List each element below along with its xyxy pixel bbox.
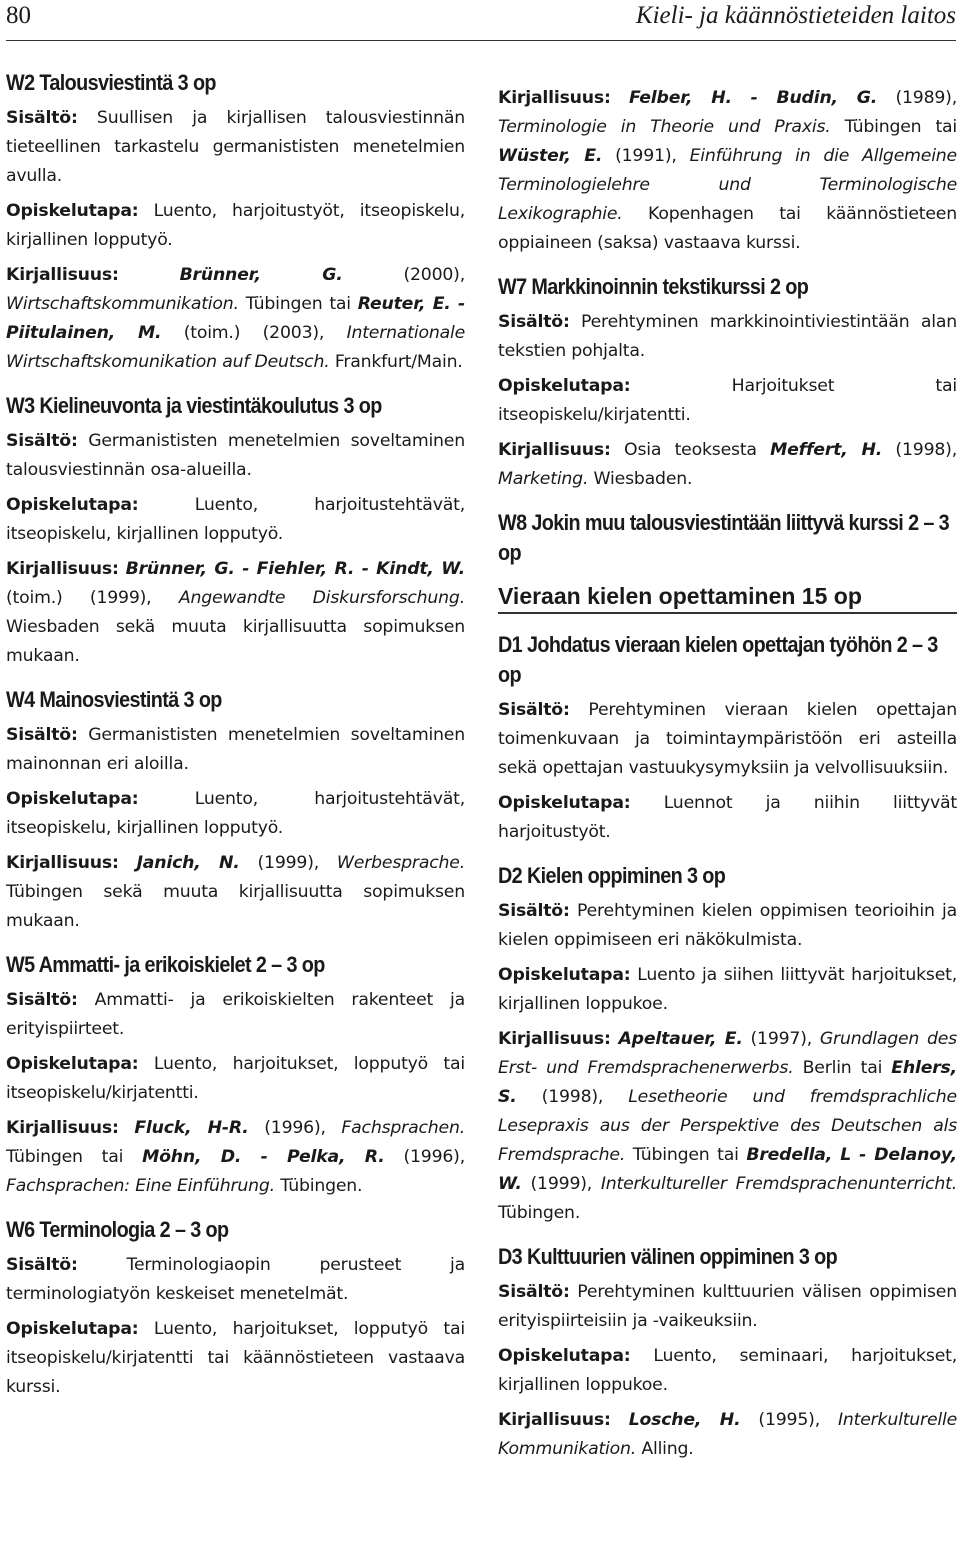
lit-text: Tübingen tai bbox=[238, 294, 358, 314]
lit-text: Kopenhagen tai käännöstieteen oppiaineen (saksa) vastaava kurssi. bbox=[498, 204, 957, 253]
content-text: Perehtyminen kulttuurien välisen oppimisen erityispiirteisiin ja -vaikeuksiin. bbox=[498, 1282, 957, 1331]
literature-paragraph bbox=[498, 436, 957, 494]
page-header bbox=[6, 0, 956, 41]
literature-label: Kirjallisuus: bbox=[498, 88, 611, 108]
method-paragraph bbox=[498, 789, 957, 847]
content-paragraph bbox=[6, 104, 465, 191]
method-text: Harjoitukset tai itseopiskelu/kirjatentti. bbox=[498, 376, 957, 425]
course-title: W4 Mainosviestintä 3 op bbox=[6, 687, 222, 712]
content-label: Sisältö: bbox=[498, 1282, 570, 1302]
lit-text: (1998), bbox=[882, 440, 957, 460]
lit-text: Tübingen. bbox=[498, 1203, 581, 1223]
author: Fluck, H-R. bbox=[134, 1118, 249, 1138]
lit-text: (1989), bbox=[877, 88, 958, 108]
author: Bredella, L - Delanoy, W. bbox=[498, 1145, 957, 1194]
lit-text: (1996), bbox=[248, 1118, 342, 1138]
author: Brünner, G. bbox=[179, 265, 343, 285]
course-title: W3 Kielineuvonta ja viestintäkoulutus 3 op bbox=[6, 393, 382, 418]
course-d1 bbox=[498, 630, 957, 847]
author: Apeltauer, E. bbox=[618, 1029, 743, 1049]
book-title: Terminologie in Theorie und Praxis. bbox=[498, 117, 831, 137]
method-paragraph bbox=[6, 197, 465, 255]
book-title: Lesetheorie und fremdsprachliche Lesepraxis aus der Perspektive des Deutschen als Fremdsprache. bbox=[498, 1087, 957, 1165]
course-w8 bbox=[498, 508, 957, 568]
content-paragraph bbox=[6, 721, 465, 779]
author: Möhn, D. - Pelka, R. bbox=[142, 1147, 385, 1167]
literature-paragraph bbox=[6, 555, 465, 671]
author: Losche, H. bbox=[628, 1410, 741, 1430]
content-paragraph bbox=[6, 986, 465, 1044]
method-label: Opiskelutapa: bbox=[6, 495, 139, 515]
method-paragraph bbox=[498, 961, 957, 1019]
method-paragraph bbox=[498, 1342, 957, 1400]
book-title: Interkulturelle Kommunikation. bbox=[498, 1410, 958, 1459]
book-title: Einführung in die Allgemeine Terminologielehre und Terminologische Lexikographie. bbox=[498, 146, 957, 224]
lit-text: (1997), bbox=[742, 1029, 820, 1049]
course-w6-continued bbox=[498, 84, 957, 258]
course-title: D3 Kulttuurien välinen oppiminen 3 op bbox=[498, 1244, 838, 1269]
author: Meffert, H. bbox=[770, 440, 883, 460]
literature-label: Kirjallisuus: bbox=[6, 1118, 119, 1138]
method-paragraph bbox=[6, 1050, 465, 1108]
method-label: Opiskelutapa: bbox=[6, 1054, 139, 1074]
content-text: Suullisen ja kirjallisen talousviestinnän tieteellinen tarkastelu germanististen menetelmien avulla. bbox=[6, 108, 465, 186]
course-title: D2 Kielen oppiminen 3 op bbox=[498, 863, 726, 888]
course-w7 bbox=[498, 272, 957, 494]
course-title: W7 Markkinoinnin tekstikurssi 2 op bbox=[498, 274, 809, 299]
content-text: Germanististen menetelmien soveltaminen talousviestinnän osa-alueilla. bbox=[6, 431, 465, 480]
course-d3 bbox=[498, 1242, 957, 1464]
book-title: Fachsprachen. bbox=[341, 1118, 466, 1138]
page-number: 80 bbox=[6, 2, 31, 29]
method-label: Opiskelutapa: bbox=[6, 789, 139, 809]
content-paragraph bbox=[498, 897, 957, 955]
content-label: Sisältö: bbox=[6, 108, 78, 128]
lit-text: (toim.) (2003), bbox=[161, 323, 347, 343]
course-title: W6 Terminologia 2 – 3 op bbox=[6, 1217, 229, 1242]
running-head: Kieli- ja käännöstieteiden laitos bbox=[635, 2, 956, 29]
literature-label: Kirjallisuus: bbox=[6, 559, 119, 579]
literature-label: Kirjallisuus: bbox=[6, 265, 119, 285]
book-title: Interkultureller Fremdsprachenunterricht. bbox=[600, 1174, 957, 1194]
book-title: Angewandte Diskursforschung. bbox=[178, 588, 465, 608]
content-paragraph bbox=[498, 1278, 957, 1336]
lit-text: (1991), bbox=[602, 146, 690, 166]
method-label: Opiskelutapa: bbox=[498, 1346, 631, 1366]
author: Ehlers, S. bbox=[498, 1058, 957, 1107]
method-label: Opiskelutapa: bbox=[6, 1319, 139, 1339]
lit-text: (1998), bbox=[516, 1087, 629, 1107]
book-title: Marketing. bbox=[498, 469, 589, 489]
method-label: Opiskelutapa: bbox=[498, 965, 631, 985]
left-column bbox=[6, 68, 465, 1416]
method-text: Luento, harjoitukset, lopputyö tai itseopiskelu/kirjatentti tai käännöstieteen vastaava kurssi. bbox=[6, 1319, 465, 1397]
content-paragraph bbox=[6, 427, 465, 485]
section-title: Vieraan kielen opettaminen 15 op bbox=[498, 582, 957, 614]
right-column bbox=[498, 84, 957, 1478]
method-text: Luento ja siihen liittyvät harjoitukset, kirjallinen loppukoe. bbox=[498, 965, 957, 1014]
literature-paragraph bbox=[6, 1114, 465, 1201]
course-w5 bbox=[6, 950, 465, 1201]
content-paragraph bbox=[498, 308, 957, 366]
literature-paragraph bbox=[6, 261, 465, 377]
content-paragraph bbox=[498, 696, 957, 783]
course-w3 bbox=[6, 391, 465, 671]
lit-text: Osia teoksesta bbox=[610, 440, 771, 460]
content-text: Perehtyminen vieraan kielen opettajan toimenkuvaan ja toimintaympäristöön eri asteilla sekä opettajan vastuukysymyksiin ja velvollisuuksiin. bbox=[498, 700, 957, 778]
course-title: W5 Ammatti- ja erikoiskielet 2 – 3 op bbox=[6, 952, 325, 977]
content-text: Perehtyminen markkinointiviestintään alan tekstien pohjalta. bbox=[498, 312, 957, 361]
book-title: Grundlagen des Erst- und Fremdsprachenerwerbs. bbox=[498, 1029, 957, 1078]
content-text: Ammatti- ja erikoiskielten rakenteet ja erityispiirteet. bbox=[6, 990, 465, 1039]
lit-text: Tübingen sekä muuta kirjallisuutta sopimuksen mukaan. bbox=[6, 882, 465, 931]
method-text: Luennot ja niihin liittyvät harjoitustyöt. bbox=[498, 793, 957, 842]
lit-text: Berlin tai bbox=[793, 1058, 892, 1078]
method-text: Luento, seminaari, harjoitukset, kirjallinen loppukoe. bbox=[498, 1346, 957, 1395]
literature-paragraph bbox=[498, 84, 957, 258]
literature-label: Kirjallisuus: bbox=[498, 1410, 611, 1430]
method-label: Opiskelutapa: bbox=[498, 376, 631, 396]
literature-paragraph bbox=[498, 1406, 957, 1464]
course-w2 bbox=[6, 68, 465, 377]
lit-text: Tübingen tai bbox=[830, 117, 958, 137]
course-title: W2 Talousviestintä 3 op bbox=[6, 70, 216, 95]
content-label: Sisältö: bbox=[6, 431, 78, 451]
content-text: Terminologiaopin perusteet ja terminologiatyön keskeiset menetelmät. bbox=[6, 1255, 465, 1304]
lit-text: Tübingen tai bbox=[625, 1145, 747, 1165]
content-text: Perehtyminen kielen oppimisen teorioihin ja kielen oppimiseen eri näkökulmista. bbox=[498, 901, 957, 950]
content-label: Sisältö: bbox=[6, 990, 78, 1010]
lit-text: Tübingen tai bbox=[6, 1147, 143, 1167]
method-label: Opiskelutapa: bbox=[498, 793, 631, 813]
method-text: Luento, harjoitustehtävät, itseopiskelu, kirjallinen lopputyö. bbox=[6, 495, 465, 544]
content-label: Sisältö: bbox=[498, 700, 570, 720]
literature-label: Kirjallisuus: bbox=[6, 853, 119, 873]
method-paragraph bbox=[6, 1315, 465, 1402]
course-w4 bbox=[6, 685, 465, 936]
lit-text: (toim.) (1999), bbox=[6, 588, 179, 608]
book-title: Werbesprache. bbox=[336, 853, 465, 873]
book-title: Internationale Wirtschaftskomunikation auf Deutsch. bbox=[6, 323, 466, 372]
literature-label: Kirjallisuus: bbox=[498, 440, 611, 460]
author: Reuter, E. - Piitulainen, M. bbox=[6, 294, 466, 343]
lit-text: (1996), bbox=[384, 1147, 466, 1167]
method-text: Luento, harjoitukset, lopputyö tai itseopiskelu/kirjatentti. bbox=[6, 1054, 465, 1103]
course-d2 bbox=[498, 861, 957, 1228]
lit-text: (1999), bbox=[239, 853, 337, 873]
course-title: D1 Johdatus vieraan kielen opettajan työhön 2 – 3 op bbox=[498, 632, 938, 687]
method-text: Luento, harjoitustehtävät, itseopiskelu, kirjallinen lopputyö. bbox=[6, 789, 465, 838]
method-paragraph bbox=[6, 785, 465, 843]
author: Brünner, G. - Fiehler, R. - Kindt, W. bbox=[125, 559, 465, 579]
content-label: Sisältö: bbox=[498, 901, 570, 921]
author: Wüster, E. bbox=[498, 146, 603, 166]
course-title: W8 Jokin muu talousviestintään liittyvä kurssi 2 – 3 op bbox=[498, 510, 950, 565]
author: Felber, H. - Budin, G. bbox=[629, 88, 878, 108]
method-text: Luento, harjoitustyöt, itseopiskelu, kirjallinen lopputyö. bbox=[6, 201, 465, 250]
content-text: Germanististen menetelmien soveltaminen mainonnan eri aloilla. bbox=[6, 725, 465, 774]
book-title: Wirtschaftskommunikation. bbox=[6, 294, 239, 314]
method-paragraph bbox=[498, 372, 957, 430]
content-paragraph bbox=[6, 1251, 465, 1309]
lit-text: Alling. bbox=[636, 1439, 694, 1459]
literature-label: Kirjallisuus: bbox=[498, 1029, 611, 1049]
method-label: Opiskelutapa: bbox=[6, 201, 139, 221]
content-label: Sisältö: bbox=[498, 312, 570, 332]
method-paragraph bbox=[6, 491, 465, 549]
lit-text: Wiesbaden. bbox=[588, 469, 693, 489]
lit-text: Wiesbaden sekä muuta kirjallisuutta sopimuksen mukaan. bbox=[6, 617, 465, 666]
lit-text: Tübingen. bbox=[274, 1176, 363, 1196]
lit-text: (1995), bbox=[740, 1410, 838, 1430]
lit-text: (2000), bbox=[342, 265, 466, 285]
literature-paragraph bbox=[6, 849, 465, 936]
content-label: Sisältö: bbox=[6, 1255, 78, 1275]
lit-text: (1999), bbox=[521, 1174, 601, 1194]
lit-text: Frankfurt/Main. bbox=[329, 352, 463, 372]
literature-paragraph bbox=[498, 1025, 957, 1228]
course-w6 bbox=[6, 1215, 465, 1402]
book-title: Fachsprachen: Eine Einführung. bbox=[6, 1176, 275, 1196]
content-label: Sisältö: bbox=[6, 725, 78, 745]
author: Janich, N. bbox=[136, 853, 240, 873]
